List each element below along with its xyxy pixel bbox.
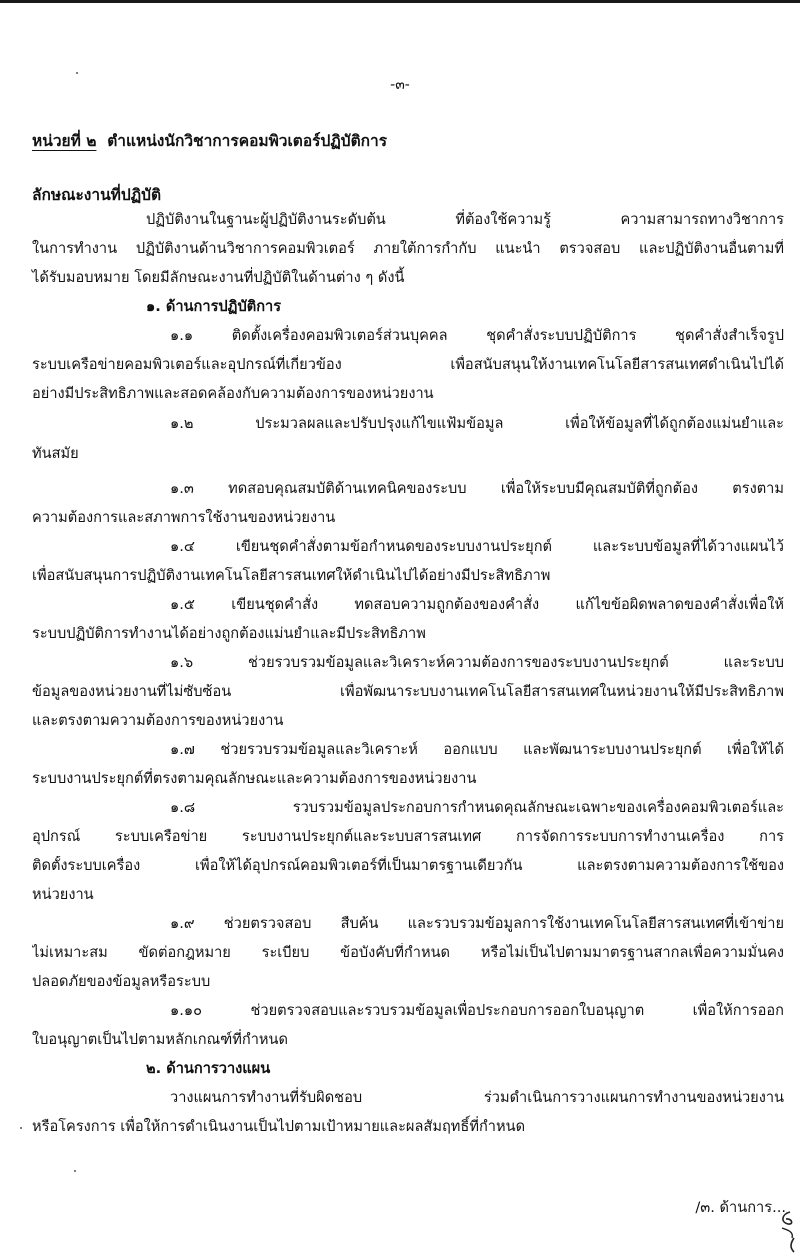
planning-heading: ๒. ด้านการวางแผน: [146, 1060, 271, 1077]
item-line: ๑.๑ ติดตั้งเครื่องคอมพิวเตอร์ส่วนบุคคล ชุดคำสั่งระบบปฏิบัติการ ชุดคำสั่งสำเร็จรูป: [170, 327, 784, 344]
item-line: ระบบงานประยุกต์ที่ตรงตามคุณลักษณะและความต้องการของหน่วยงาน: [32, 770, 477, 787]
planning-line: วางแผนการทำงานที่รับผิดชอบ ร่วมดำเนินการวางแผนการทำงานของหน่วยงาน: [170, 1089, 784, 1106]
signature-mark: [772, 1208, 798, 1254]
item-line: ๑.๑๐ ช่วยตรวจสอบและรวบรวมข้อมูลเพื่อประกอบการออกใบอนุญาต เพื่อให้การออก: [170, 1002, 784, 1019]
item-line: ๑.๔ เขียนชุดคำสั่งตามข้อกำหนดของระบบงานประยุกต์ และระบบข้อมูลที่ได้วางแผนไว้: [170, 538, 784, 555]
planning-line: หรือโครงการ เพื่อให้การดำเนินงานเป็นไปตามเป้าหมายและผลสัมฤทธิ์ที่กำหนด: [32, 1118, 526, 1135]
item-line: ๑.๒ ประมวลผลและปรับปรุงแก้ไขแฟ้มข้อมูล เพื่อให้ข้อมูลที่ได้ถูกต้องแม่นยำและ: [170, 415, 784, 432]
item-line: อย่างมีประสิทธิภาพและสอดคล้องกับความต้องการของหน่วยงาน: [32, 385, 434, 402]
item-line: ไม่เหมาะสม ขัดต่อกฎหมาย ระเบียบ ข้อบังคับที่กำหนด หรือไม่เป็นไปตามมาตรฐานสากลเพื่อความมั่นคง: [32, 944, 784, 961]
item-line: เพื่อสนับสนุนการปฏิบัติงานเทคโนโลยีสารสนเทศให้ดำเนินไปได้อย่างมีประสิทธิภาพ: [32, 567, 551, 584]
continuation-note: /๓. ด้านการ...: [695, 1199, 786, 1216]
unit-title: [32, 128, 387, 153]
item-line: หน่วยงาน: [32, 886, 94, 903]
item-line: ใบอนุญาตเป็นไปตามหลักเกณฑ์ที่กำหนด: [32, 1031, 288, 1048]
item-line: ติดตั้งระบบเครื่อง เพื่อให้ได้อุปกรณ์คอมพิวเตอร์ที่เป็นมาตรฐานเดียวกัน และตรงตามความต้องการใช้ของ: [32, 857, 784, 874]
item-line: และตรงตามความต้องการของหน่วยงาน: [32, 712, 284, 729]
section-heading: ลักษณะงานที่ปฏิบัติ: [32, 186, 162, 204]
scan-speck: [20, 1127, 22, 1129]
unit-position-title: ตำแหน่งนักวิชาการคอมพิวเตอร์ปฏิบัติการ: [107, 132, 388, 150]
item-line: ๑.๗ ช่วยรวบรวมข้อมูลและวิเคราะห์ ออกแบบ และพัฒนาระบบงานประยุกต์ เพื่อให้ได้: [170, 741, 784, 758]
top-rule: [0, 0, 800, 3]
unit-label: หน่วยที่ ๒: [32, 132, 97, 150]
operations-heading: ๑. ด้านการปฏิบัติการ: [146, 298, 282, 315]
item-line: ทันสมัย: [32, 445, 79, 462]
item-line: ปลอดภัยของข้อมูลหรือระบบ: [32, 973, 211, 990]
item-line: ๑.๖ ช่วยรวบรวมข้อมูลและวิเคราะห์ความต้องการของระบบงานประยุกต์ และระบบ: [170, 654, 784, 671]
intro-line: ในการทำงาน ปฏิบัติงานด้านวิชาการคอมพิวเตอร์ ภายใต้การกำกับ แนะนำ ตรวจสอบ และปฏิบัติงานอื่นตามที่: [32, 240, 784, 257]
item-line: ข้อมูลของหน่วยงานที่ไม่ซับซ้อน เพื่อพัฒนาระบบงานเทคโนโลยีสารสนเทศในหน่วยงานให้มีประสิทธิภาพ: [32, 683, 784, 700]
item-line: ระบบปฏิบัติการทำงานได้อย่างถูกต้องแม่นยำและมีประสิทธิภาพ: [32, 625, 426, 642]
intro-line: ปฏิบัติงานในฐานะผู้ปฏิบัติงานระดับต้น ที่ต้องใช้ความรู้ ความสามารถทางวิชาการ: [146, 211, 784, 228]
item-line: ๑.๘ รวบรวมข้อมูลประกอบการกำหนดคุณลักษณะเฉพาะของเครื่องคอมพิวเตอร์และ: [170, 799, 784, 816]
scan-speck: [76, 72, 78, 74]
item-line: ความต้องการและสภาพการใช้งานของหน่วยงาน: [32, 509, 336, 526]
scan-speck: [74, 1170, 76, 1172]
item-line: ๑.๙ ช่วยตรวจสอบ สืบค้น และรวบรวมข้อมูลการใช้งานเทคโนโลยีสารสนเทศที่เข้าข่าย: [170, 915, 784, 932]
item-line: ๑.๕ เขียนชุดคำสั่ง ทดสอบความถูกต้องของคำสั่ง แก้ไขข้อผิดพลาดของคำสั่งเพื่อให้: [170, 596, 784, 613]
intro-line: ได้รับมอบหมาย โดยมีลักษณะงานที่ปฏิบัติในด้านต่าง ๆ ดังนี้: [32, 269, 405, 286]
item-line: ๑.๓ ทดสอบคุณสมบัติด้านเทคนิคของระบบ เพื่อให้ระบบมีคุณสมบัติที่ถูกต้อง ตรงตาม: [170, 480, 784, 497]
item-line: อุปกรณ์ ระบบเครือข่าย ระบบงานประยุกต์และระบบสารสนเทศ การจัดการระบบการทำงานเครื่อง การ: [32, 828, 784, 845]
page-number: -๓-: [390, 77, 410, 93]
item-line: ระบบเครือข่ายคอมพิวเตอร์และอุปกรณ์ที่เกี่ยวข้อง เพื่อสนับสนุนให้งานเทคโนโลยีสารสนเทศดำเนินไปได้: [32, 356, 784, 373]
